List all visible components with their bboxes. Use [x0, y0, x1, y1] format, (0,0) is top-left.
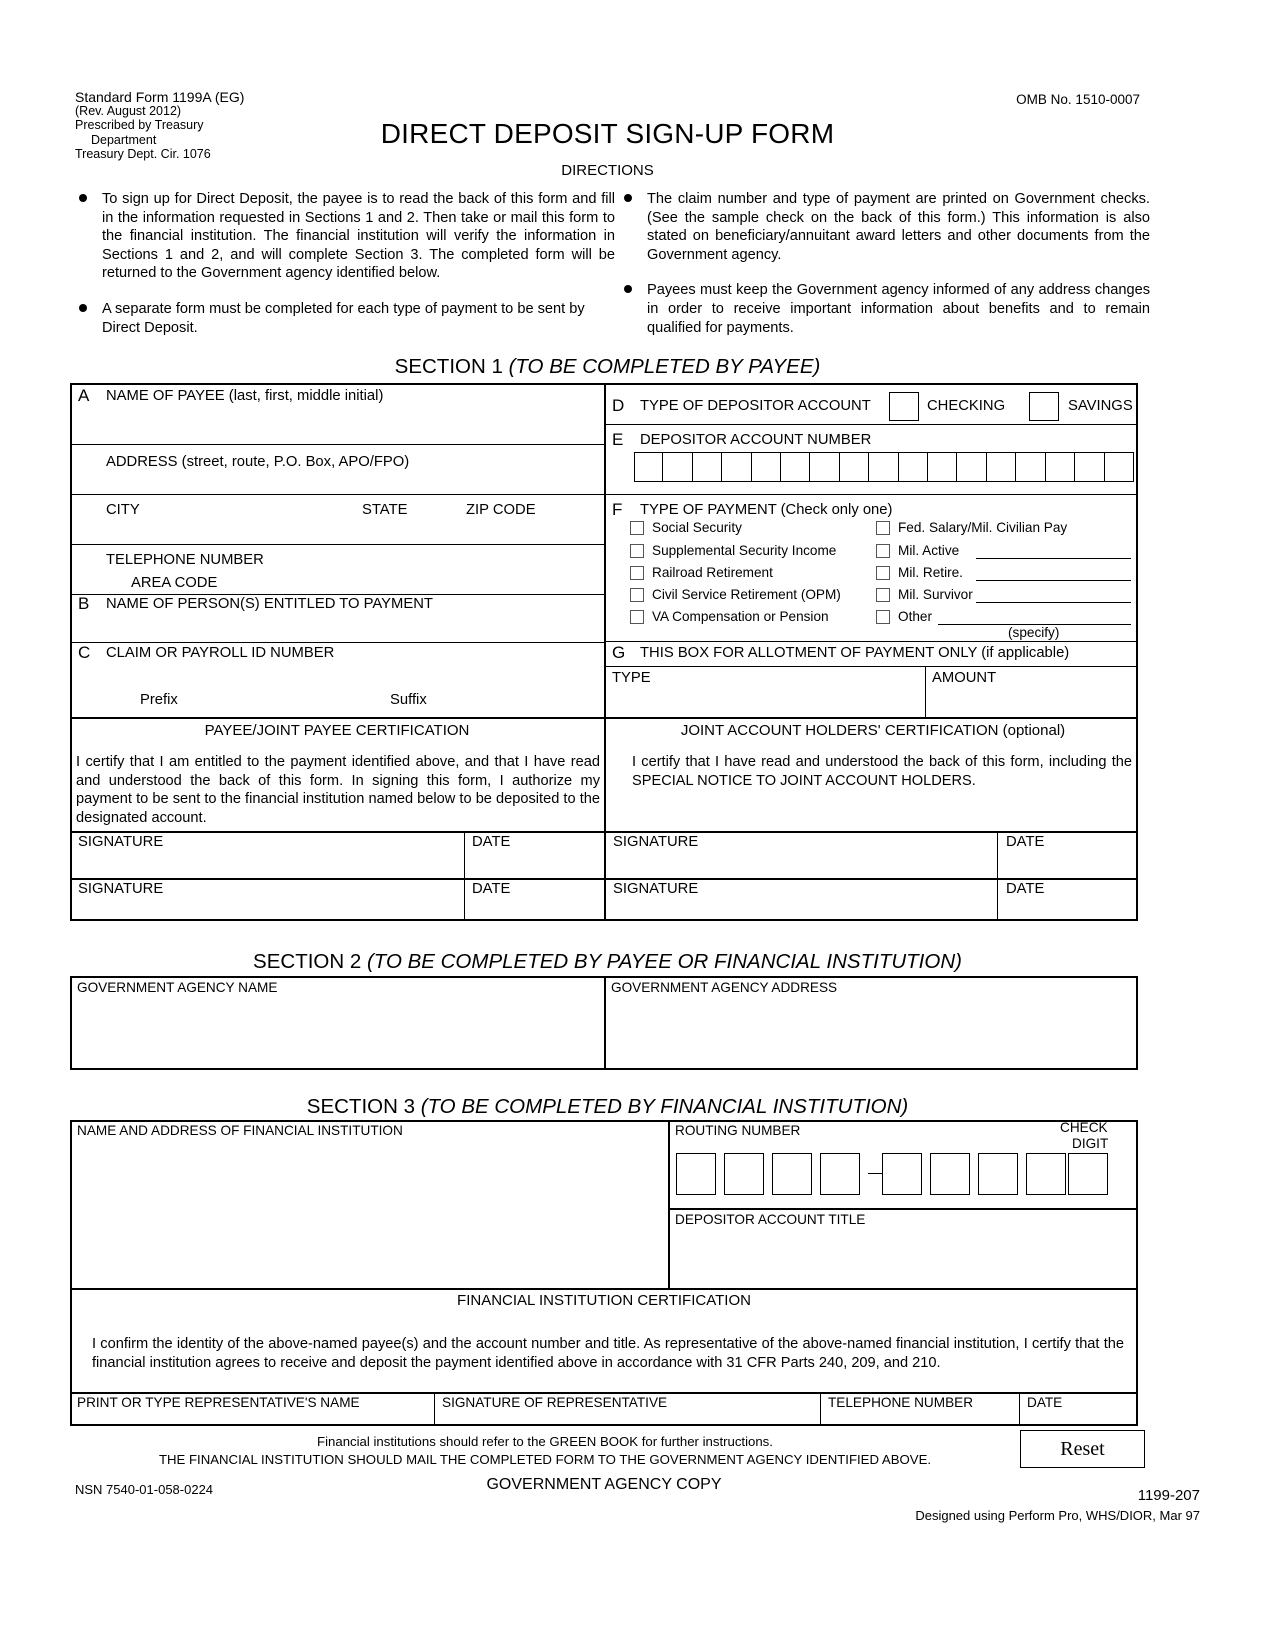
option-label-mil-survivor: Mil. Survivor	[898, 587, 973, 602]
option-label-fed-salary-mil-civilian-pay: Fed. Salary/Mil. Civilian Pay	[898, 520, 1068, 535]
bullet-icon	[79, 194, 87, 202]
direction-text: The claim number and type of payment are printed on Government checks. (See the sample check on the back of this form.) This information is also stated on beneficiary/annuitant award letters and other documents from the Government agency.	[647, 191, 1150, 263]
date-label: DATE	[1006, 834, 1045, 850]
account-number-cell[interactable]	[693, 452, 722, 482]
type-of-payment-label: TYPE OF PAYMENT (Check only one)	[640, 502, 893, 518]
row-divider	[70, 494, 606, 495]
account-number-cell[interactable]	[722, 452, 751, 482]
signature-row-divider	[70, 831, 1138, 833]
row-divider	[604, 641, 1138, 642]
form-variant-number: 1199-207	[1137, 1487, 1200, 1504]
state-label: STATE	[362, 502, 408, 518]
claim-id-label: CLAIM OR PAYROLL ID NUMBER	[106, 645, 335, 661]
financial-institution-certification-text: I confirm the identity of the above-named payee(s) and the account number and title. As representative of the above-named financial institution, I certify that the financial institution agrees to receive and deposit the payment identified above in accordance with 31 CFR Parts 240, 209, and 210.	[92, 1336, 1124, 1371]
field-letter-e: E	[612, 430, 624, 449]
field-letter-a: A	[78, 386, 90, 405]
prescribed-by-line: Prescribed by Treasury	[75, 118, 204, 133]
revision-date-line: (Rev. August 2012)	[75, 104, 182, 119]
routing-number-cell[interactable]	[1026, 1153, 1066, 1195]
direction-item	[75, 190, 615, 283]
account-number-cell[interactable]	[869, 452, 898, 482]
financial-institution-certification-title: FINANCIAL INSTITUTION CERTIFICATION	[457, 1292, 751, 1309]
certification-top-divider	[70, 717, 1138, 719]
column-divider	[434, 1392, 435, 1426]
column-divider	[1019, 1392, 1020, 1426]
signature-label: SIGNATURE	[613, 834, 699, 850]
account-number-cell[interactable]	[928, 452, 957, 482]
option-label-civil-service-retirement: Civil Service Retirement (OPM)	[652, 587, 841, 602]
option-label-mil-retire: Mil. Retire.	[898, 565, 963, 580]
signature-of-representative-label: SIGNATURE OF REPRESENTATIVE	[442, 1395, 668, 1410]
routing-number-cell[interactable]	[930, 1153, 970, 1195]
option-label-railroad-retirement: Railroad Retirement	[652, 565, 773, 580]
routing-number-cell[interactable]	[724, 1153, 764, 1195]
name-of-payee-label: NAME OF PAYEE (last, first, middle initial)	[106, 388, 384, 404]
prefix-label: Prefix	[140, 692, 178, 708]
row-divider	[604, 424, 1138, 425]
section1-cert-divider	[604, 717, 606, 919]
section2-heading-main: SECTION 2	[253, 950, 367, 973]
mil-active-input-line[interactable]	[976, 558, 1131, 559]
copy-label: GOVERNMENT AGENCY COPY	[486, 1476, 722, 1493]
account-number-cell[interactable]	[781, 452, 810, 482]
row-divider	[70, 1288, 1138, 1290]
checkbox-mil-survivor[interactable]	[876, 588, 890, 602]
account-number-cell[interactable]	[810, 452, 839, 482]
bullet-icon	[624, 194, 632, 202]
account-number-cell[interactable]	[1046, 452, 1075, 482]
page-title: DIRECT DEPOSIT SIGN-UP FORM	[380, 118, 835, 149]
checkbox-supplemental-security-income[interactable]	[630, 544, 644, 558]
allotment-amount-label: AMOUNT	[932, 670, 997, 686]
field-letter-d: D	[612, 396, 625, 415]
signature-label: SIGNATURE	[78, 834, 164, 850]
department-line: Department	[91, 132, 157, 147]
account-number-cell[interactable]	[957, 452, 986, 482]
directions-column-left	[75, 190, 615, 337]
signature-date-divider	[464, 831, 465, 919]
field-letter-b: B	[78, 594, 90, 613]
payee-certification-title: PAYEE/JOINT PAYEE CERTIFICATION	[204, 722, 470, 739]
option-label-other: Other	[898, 609, 932, 624]
direction-text: A separate form must be completed for each type of payment to be sent by Direct Deposit.	[102, 300, 585, 336]
date-label: DATE	[472, 834, 511, 850]
allotment-column-divider	[925, 667, 926, 717]
allotment-type-label: TYPE	[612, 670, 651, 686]
routing-number-cell[interactable]	[676, 1153, 716, 1195]
account-number-cell[interactable]	[840, 452, 869, 482]
signature-label: SIGNATURE	[78, 881, 164, 897]
account-number-cell[interactable]	[1105, 452, 1134, 482]
green-book-note: Financial institutions should refer to the GREEN BOOK for further instructions.	[317, 1434, 773, 1449]
government-agency-name-label: GOVERNMENT AGENCY NAME	[77, 980, 278, 995]
date-label: DATE	[1006, 881, 1045, 897]
checkbox-other[interactable]	[876, 610, 890, 624]
joint-certification-text: I certify that I have read and understood the back of this form, including the SPECIAL NOTICE TO JOINT ACCOUNT HOLDERS.	[632, 754, 1132, 789]
omb-number: OMB No. 1510-0007	[1016, 92, 1140, 107]
routing-number-cell[interactable]	[772, 1153, 812, 1195]
section3-heading-main: SECTION 3	[306, 1095, 421, 1118]
row-divider	[70, 642, 606, 643]
financial-institution-name-address-label: NAME AND ADDRESS OF FINANCIAL INSTITUTION	[77, 1123, 403, 1138]
date-label: DATE	[472, 881, 511, 897]
checkbox-mil-active[interactable]	[876, 544, 890, 558]
checkbox-savings[interactable]	[1029, 392, 1059, 421]
depositor-account-title-label: DEPOSITOR ACCOUNT TITLE	[675, 1212, 866, 1227]
field-letter-g: G	[612, 643, 626, 662]
section3-heading-italic: (TO BE COMPLETED BY FINANCIAL INSTITUTION)	[420, 1095, 909, 1118]
account-number-cell[interactable]	[1075, 452, 1104, 482]
direction-item	[620, 190, 1150, 264]
checkbox-railroad-retirement[interactable]	[630, 566, 644, 580]
payee-certification-text: I certify that I am entitled to the payment identified above, and that I have read and understood the back of this form. In signing this form, I authorize my payment to be sent to the financial institution named below to be deposited to the designated account.	[76, 754, 600, 826]
account-number-cell[interactable]	[752, 452, 781, 482]
mail-instruction-note: THE FINANCIAL INSTITUTION SHOULD MAIL THE COMPLETED FORM TO THE GOVERNMENT AGENCY IDENTIFIED ABOVE.	[158, 1452, 932, 1467]
option-label-mil-active: Mil. Active	[898, 543, 960, 558]
field-letter-c: C	[78, 643, 91, 662]
direction-item	[75, 300, 615, 337]
signature-date-divider	[997, 831, 998, 919]
row-divider	[70, 544, 606, 545]
checking-label: CHECKING	[927, 398, 1006, 414]
specify-hint: (specify)	[1008, 625, 1060, 640]
routing-number-label: ROUTING NUMBER	[675, 1123, 801, 1138]
circular-line: Treasury Dept. Cir. 1076	[75, 146, 211, 161]
row-divider	[604, 666, 1138, 667]
allotment-box-label: THIS BOX FOR ALLOTMENT OF PAYMENT ONLY (if applicable)	[640, 645, 1070, 661]
account-number-cell[interactable]	[987, 452, 1016, 482]
direction-text: Payees must keep the Government agency informed of any address changes in order to receive important information about benefits and to remain qualified for payments.	[647, 282, 1150, 336]
depositor-account-number-label: DEPOSITOR ACCOUNT NUMBER	[640, 432, 872, 448]
column-divider	[820, 1392, 821, 1426]
bullet-icon	[624, 285, 632, 293]
suffix-label: Suffix	[390, 692, 427, 708]
type-of-depositor-account-label: TYPE OF DEPOSITOR ACCOUNT	[640, 398, 871, 414]
routing-number-grid[interactable]	[676, 1153, 1074, 1195]
address-label: ADDRESS (street, route, P.O. Box, APO/FPO)	[106, 454, 410, 470]
directions-heading: DIRECTIONS	[561, 162, 654, 179]
mil-retire-input-line[interactable]	[976, 580, 1131, 581]
checkbox-mil-retire[interactable]	[876, 566, 890, 580]
joint-certification-title: JOINT ACCOUNT HOLDERS' CERTIFICATION (optional)	[680, 722, 1066, 739]
check-digit-label-line1: CHECK	[1060, 1120, 1108, 1135]
field-letter-f: F	[612, 500, 623, 519]
telephone-number-label: TELEPHONE NUMBER	[106, 552, 264, 568]
section3-heading	[75, 1095, 1140, 1119]
checkbox-social-security[interactable]	[630, 521, 644, 535]
section1-heading-main: SECTION 1	[394, 355, 509, 378]
account-number-cell[interactable]	[634, 452, 663, 482]
routing-dash-separator	[868, 1153, 882, 1195]
section1-heading-italic: (TO BE COMPLETED BY PAYEE)	[508, 355, 821, 378]
signature-row-divider	[70, 878, 1138, 880]
representative-telephone-label: TELEPHONE NUMBER	[828, 1395, 974, 1410]
representative-date-label: DATE	[1027, 1395, 1063, 1410]
checkbox-checking[interactable]	[889, 392, 919, 421]
row-divider	[604, 494, 1138, 495]
person-entitled-label: NAME OF PERSON(S) ENTITLED TO PAYMENT	[106, 596, 433, 612]
checkbox-civil-service-retirement[interactable]	[630, 588, 644, 602]
routing-number-cell[interactable]	[820, 1153, 860, 1195]
government-agency-address-label: GOVERNMENT AGENCY ADDRESS	[611, 980, 838, 995]
routing-number-cell[interactable]	[978, 1153, 1018, 1195]
checkbox-va-compensation-or-pension[interactable]	[630, 610, 644, 624]
row-divider	[70, 444, 606, 445]
section3-column-divider	[668, 1122, 670, 1290]
signature-label: SIGNATURE	[613, 881, 699, 897]
section2-column-divider	[604, 978, 606, 1068]
section1-heading	[75, 355, 1140, 379]
row-divider	[668, 1208, 1138, 1210]
area-code-label: AREA CODE	[131, 575, 218, 591]
section2-heading	[75, 950, 1140, 974]
direction-item	[620, 281, 1150, 337]
section2-heading-italic: (TO BE COMPLETED BY PAYEE OR FINANCIAL INSTITUTION)	[366, 950, 962, 973]
reset-button[interactable]: Reset	[1020, 1430, 1145, 1468]
option-label-social-security: Social Security	[652, 520, 742, 535]
routing-number-cell[interactable]	[882, 1153, 922, 1195]
mil-survivor-input-line[interactable]	[976, 602, 1131, 603]
print-representative-name-label: PRINT OR TYPE REPRESENTATIVE'S NAME	[77, 1395, 360, 1410]
form-number-line: Standard Form 1199A (EG)	[75, 89, 245, 105]
option-label-supplemental-security-income: Supplemental Security Income	[652, 543, 837, 558]
account-number-cell[interactable]	[1016, 452, 1045, 482]
check-digit-box[interactable]	[1068, 1153, 1108, 1195]
depositor-account-number-grid[interactable]	[634, 452, 1134, 482]
savings-label: SAVINGS	[1068, 398, 1133, 414]
designed-using-note: Designed using Perform Pro, WHS/DIOR, Mar 97	[915, 1508, 1200, 1523]
check-digit-label-line2: DIGIT	[1072, 1136, 1109, 1151]
city-label: CITY	[106, 502, 140, 518]
option-label-va-compensation-or-pension: VA Compensation or Pension	[652, 609, 829, 624]
nsn-number: NSN 7540-01-058-0224	[75, 1482, 214, 1497]
row-divider	[70, 1392, 1138, 1394]
bullet-icon	[79, 304, 87, 312]
account-number-cell[interactable]	[899, 452, 928, 482]
checkbox-fed-salary-mil-civilian-pay[interactable]	[876, 521, 890, 535]
zip-code-label: ZIP CODE	[466, 502, 536, 518]
direction-text: To sign up for Direct Deposit, the payee is to read the back of this form and fill in the information requested in Sections 1 and 2. Then take or mail this form to the financial institution. The financial institution will verify the information in Sections 1 and 2, and will complete Section 3. The completed form will be returned to the Government agency identified below.	[102, 191, 615, 282]
directions-column-right	[620, 190, 1150, 337]
account-number-cell[interactable]	[663, 452, 692, 482]
